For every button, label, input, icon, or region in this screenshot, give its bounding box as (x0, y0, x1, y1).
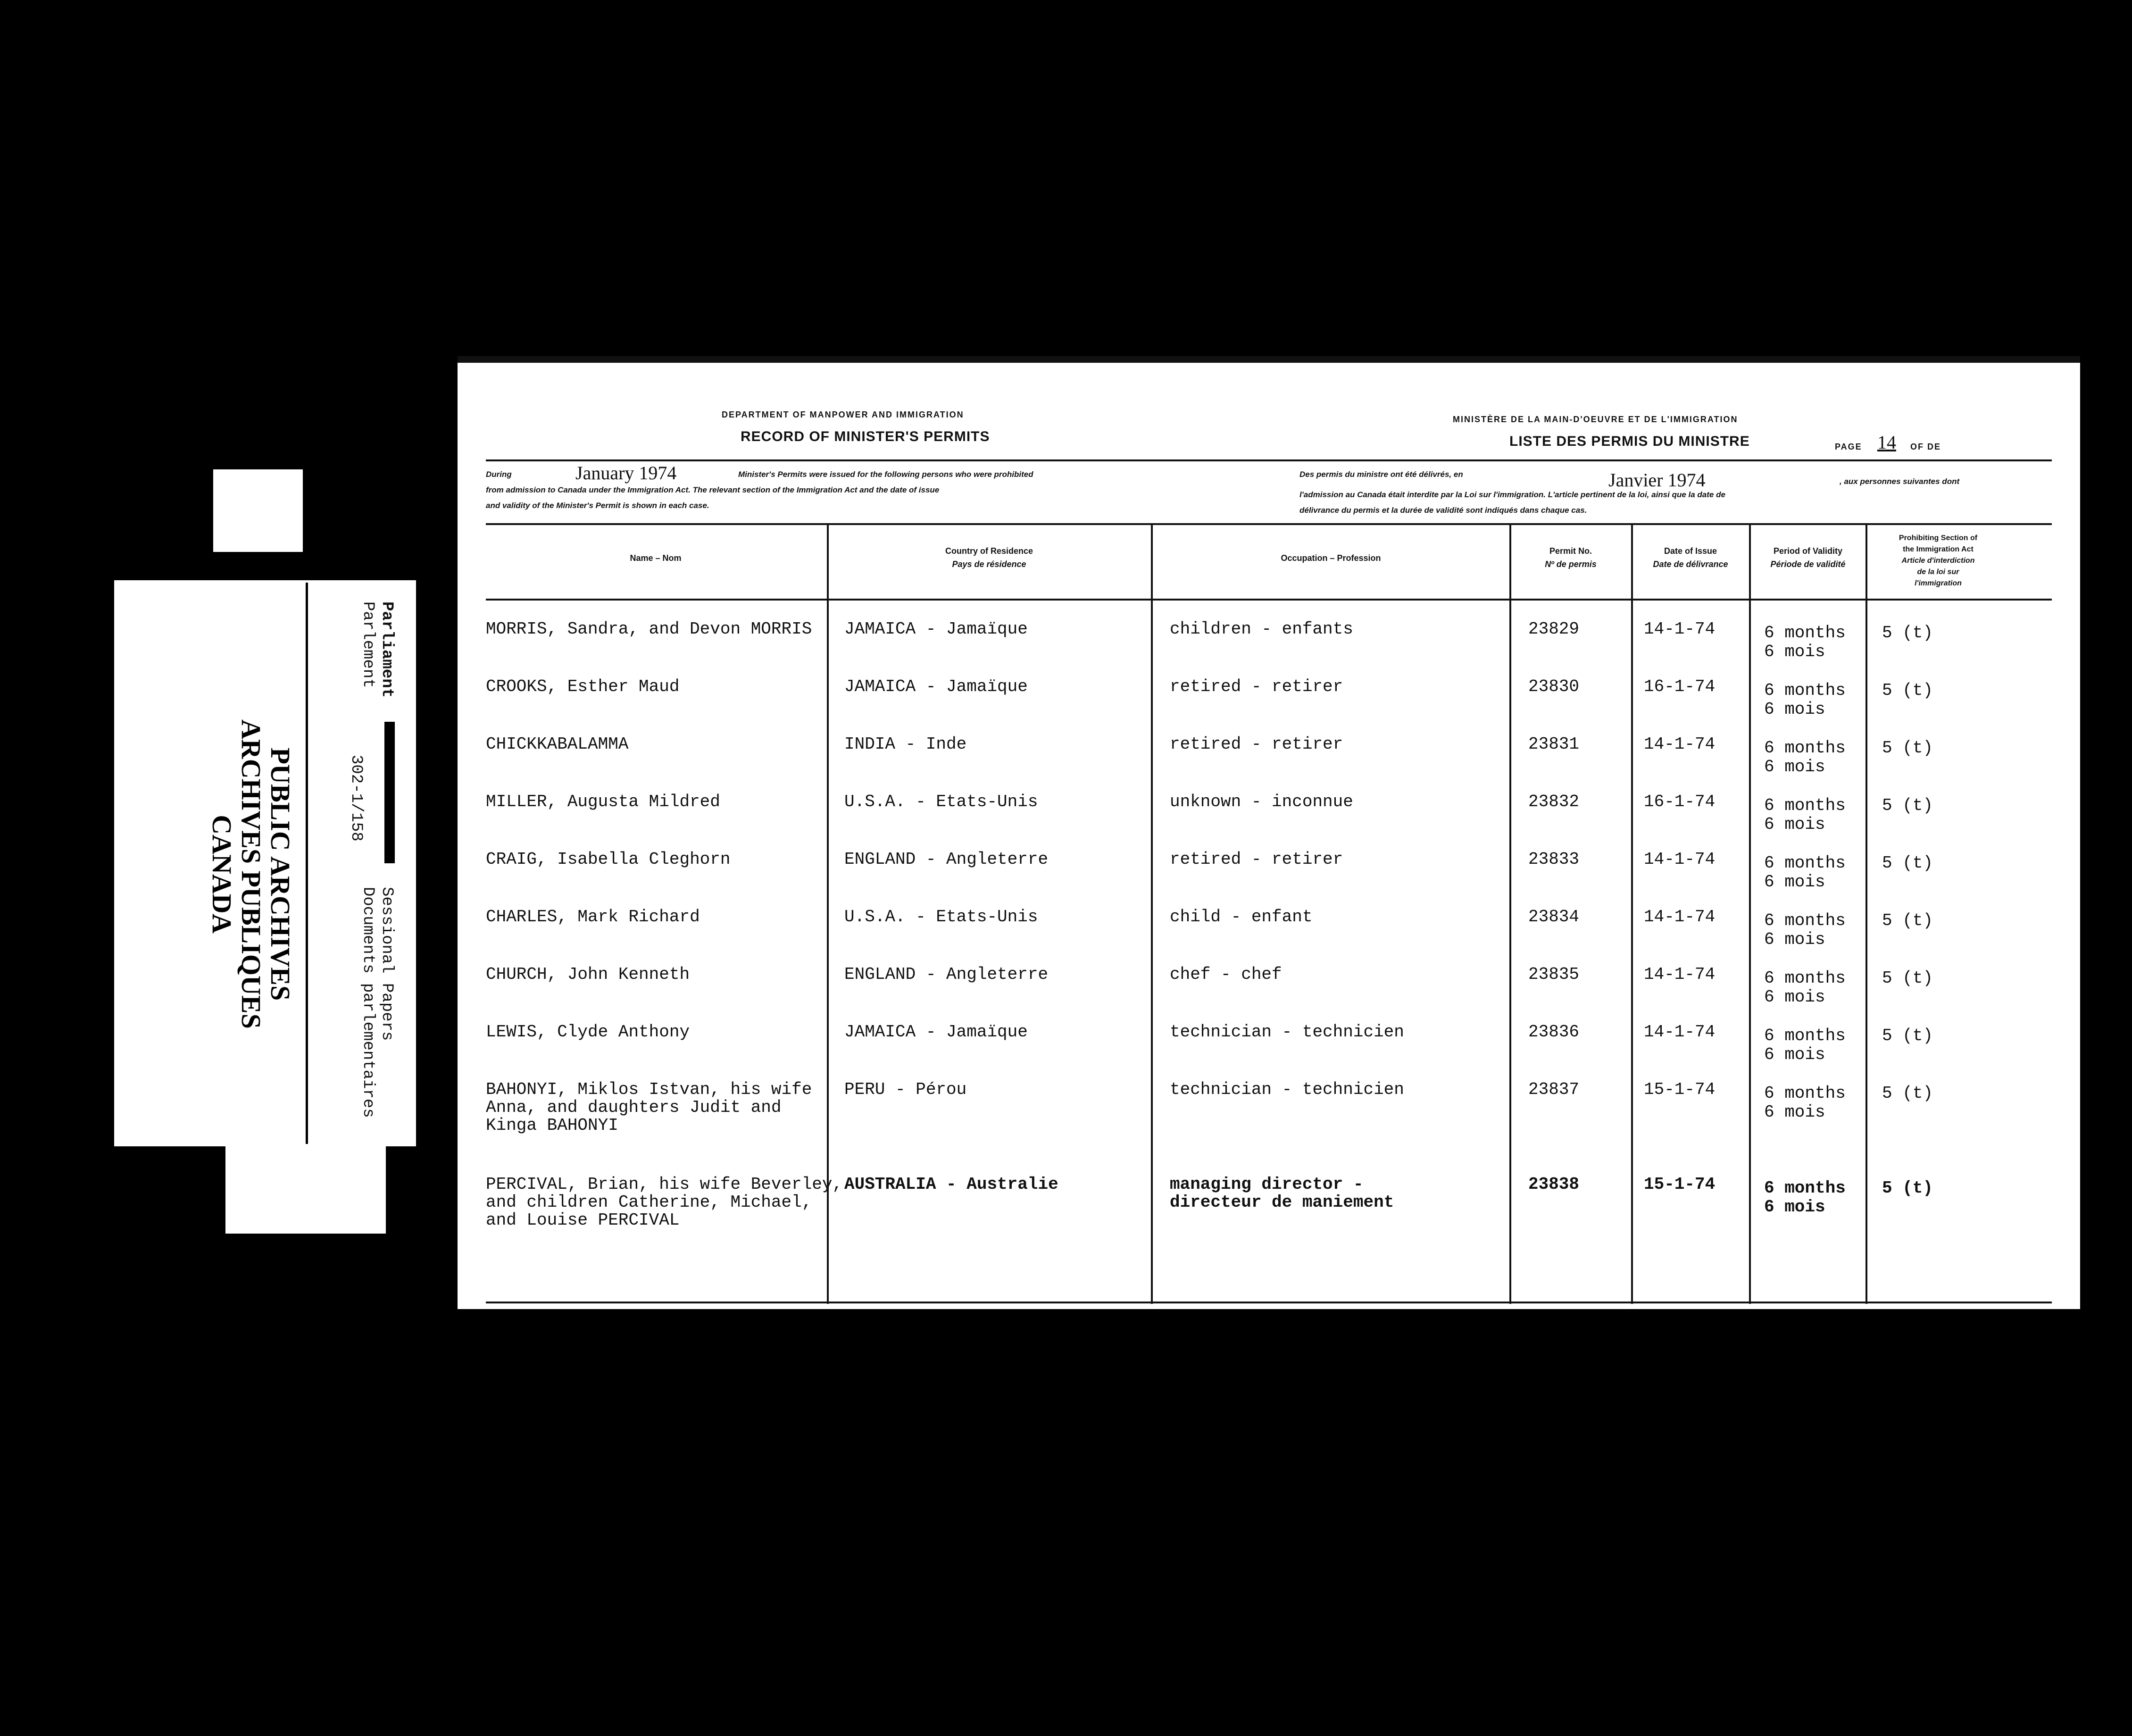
cell-occupation: chef - chef (1170, 965, 1282, 984)
cell-country: JAMAICA - Jamaïque (844, 677, 1028, 696)
cell-country: JAMAICA - Jamaïque (844, 1022, 1028, 1042)
intro-fr-line-2: l'admission au Canada était interdite par la Loi sur l'immigration. L'article pertinent de la loi, ainsi que la date de (1299, 490, 1725, 499)
cell-validity-fr: 6 mois (1764, 930, 1825, 949)
cell-country: JAMAICA - Jamaïque (844, 619, 1028, 639)
cell-name: PERCIVAL, Brian, his wife Beverley, (486, 1175, 843, 1194)
cell-validity-fr: 6 mois (1764, 815, 1825, 834)
cell-name: CHICKKABALAMMA (486, 734, 629, 754)
cell-permit: 23833 (1528, 850, 1580, 869)
cell-name: LEWIS, Clyde Anthony (486, 1022, 690, 1042)
cell-validity-fr: 6 mois (1764, 757, 1825, 776)
cell-occupation: retired - retirer (1170, 850, 1343, 869)
cell-section: 5 (t) (1882, 1084, 1933, 1103)
column-header-section-fr-1: Article d'interdiction (1901, 557, 1975, 565)
column-header-validity-en: Period of Validity (1773, 546, 1843, 556)
cell-permit: 23829 (1528, 619, 1580, 639)
cell-validity-en: 6 months (1764, 1178, 1846, 1198)
cell-validity-fr: 6 mois (1764, 1102, 1825, 1122)
column-header-permit-en: Permit No. (1549, 546, 1592, 556)
cell-occupation: children - enfants (1170, 619, 1353, 639)
sessional-label (358, 887, 396, 1118)
cell-validity-en: 6 months (1764, 1026, 1846, 1045)
page-number: 14 (1877, 432, 1896, 453)
cell-country: ENGLAND - Angleterre (844, 965, 1049, 984)
cell-permit: 23838 (1528, 1175, 1580, 1194)
cell-permit: 23830 (1528, 677, 1580, 696)
cell-name: Kinga BAHONYI (486, 1116, 618, 1135)
permit-record-sheet (458, 356, 2080, 1309)
cell-date: 14-1-74 (1644, 1022, 1716, 1042)
cell-occupation: retired - retirer (1170, 677, 1343, 696)
flag-divider (306, 583, 308, 1144)
cell-validity-en: 6 months (1764, 968, 1846, 988)
column-header-section-fr-2: de la loi sur (1917, 568, 1959, 576)
intro-fr-line-1: Des permis du ministre ont été délivrés, en (1299, 470, 1463, 479)
title-en: RECORD OF MINISTER'S PERMITS (741, 429, 990, 444)
cell-validity-en: 6 months (1764, 911, 1846, 930)
column-header-validity (1751, 544, 1865, 571)
cell-date: 15-1-74 (1644, 1080, 1716, 1099)
cell-validity-en: 6 months (1764, 623, 1846, 643)
cell-permit: 23837 (1528, 1080, 1580, 1099)
page-label: PAGE (1835, 442, 1862, 451)
cell-occupation: child - enfant (1170, 907, 1313, 926)
department-en: DEPARTMENT OF MANPOWER AND IMMIGRATION (722, 410, 964, 419)
cell-section: 5 (t) (1882, 796, 1933, 815)
cell-occupation: directeur de maniement (1170, 1193, 1394, 1212)
flag-notch (384, 722, 395, 863)
column-header-section-en-2: the Immigration Act (1903, 545, 1974, 553)
department-fr: MINISTÈRE DE LA MAIN-D'OEUVRE ET DE L'IMMIGRATION (1453, 415, 1738, 424)
during-label: During (486, 470, 512, 479)
cell-name: and children Catherine, Michael, (486, 1193, 812, 1212)
cell-country: U.S.A. - Etats-Unis (844, 907, 1038, 926)
archive-flag-top (213, 469, 303, 552)
cell-date: 14-1-74 (1644, 619, 1716, 639)
cell-name: MORRIS, Sandra, and Devon MORRIS (486, 619, 812, 639)
column-header-name: Name – Nom (630, 553, 682, 563)
column-header-permit-fr: Nº de permis (1545, 559, 1597, 569)
month-fr: Janvier 1974 (1608, 469, 1706, 491)
cell-permit: 23834 (1528, 907, 1580, 926)
cell-occupation: unknown - inconnue (1170, 792, 1353, 811)
column-header-section (1867, 533, 2009, 589)
cell-validity-en: 6 months (1764, 853, 1846, 873)
column-header-section-en-1: Prohibiting Section of (1899, 534, 1978, 542)
intro-en-line-1: Minister's Permits were issued for the following persons who were prohibited (738, 470, 1033, 479)
table-bottom-rule (486, 1302, 2052, 1303)
column-header-country-en: Country of Residence (945, 546, 1033, 556)
column-header-date-en: Date of Issue (1664, 546, 1717, 556)
page-of: OF DE (1910, 442, 1941, 451)
intro-en-line-3: and validity of the Minister's Permit is shown in each case. (486, 501, 709, 510)
cell-permit: 23832 (1528, 792, 1580, 811)
column-header-date-fr: Date de délivrance (1653, 559, 1728, 569)
header-rule (486, 459, 2052, 461)
cell-permit: 23835 (1528, 965, 1580, 984)
cell-section: 5 (t) (1882, 1178, 1933, 1198)
parliament-fr: Parlement (359, 601, 377, 688)
cell-validity-en: 6 months (1764, 1084, 1846, 1103)
cell-date: 15-1-74 (1644, 1175, 1716, 1194)
column-divider-3 (1509, 523, 1511, 1304)
column-header-section-fr-3: l'immigration (1915, 579, 1962, 587)
cell-country: PERU - Pérou (844, 1080, 967, 1099)
cell-validity-fr: 6 mois (1764, 1045, 1825, 1064)
archives-line-1: PUBLIC ARCHIVES (265, 747, 296, 1001)
cell-name: Anna, and daughters Judit and (486, 1098, 782, 1117)
cell-validity-fr: 6 mois (1764, 987, 1825, 1007)
cell-section: 5 (t) (1882, 1026, 1933, 1045)
intro-en-line-2: from admission to Canada under the Immigration Act. The relevant section of the Immigration Act and the date of issue (486, 485, 940, 494)
column-header-occupation: Occupation – Profession (1281, 553, 1381, 563)
column-header-permit (1511, 544, 1630, 571)
cell-date: 14-1-74 (1644, 965, 1716, 984)
cell-validity-fr: 6 mois (1764, 1197, 1825, 1217)
table-header-rule (486, 599, 2052, 601)
title-fr: LISTE DES PERMIS DU MINISTRE (1509, 434, 1750, 449)
cell-date: 14-1-74 (1644, 734, 1716, 754)
month-en: January 1974 (575, 462, 677, 484)
column-header-country-fr: Pays de résidence (952, 559, 1026, 569)
cell-country: U.S.A. - Etats-Unis (844, 792, 1038, 811)
parliament-en: Parliament (378, 601, 396, 698)
cell-section: 5 (t) (1882, 623, 1933, 643)
cell-validity-en: 6 months (1764, 796, 1846, 815)
intro-fr-line-3: délivrance du permis et la durée de validité sont indiqués dans chaque cas. (1299, 506, 1587, 515)
cell-permit: 23836 (1528, 1022, 1580, 1042)
cell-country: INDIA - Inde (844, 734, 967, 754)
cell-date: 14-1-74 (1644, 907, 1716, 926)
column-header-date (1633, 544, 1748, 571)
cell-validity-fr: 6 mois (1764, 872, 1825, 892)
cell-country: ENGLAND - Angleterre (844, 850, 1049, 869)
cell-validity-en: 6 months (1764, 738, 1846, 758)
cell-section: 5 (t) (1882, 738, 1933, 758)
parliament-label (358, 601, 396, 698)
cell-validity-fr: 6 mois (1764, 700, 1825, 719)
table-top-rule (486, 523, 2052, 525)
column-header-country (829, 544, 1149, 571)
column-divider-4 (1631, 523, 1633, 1304)
cell-validity-fr: 6 mois (1764, 642, 1825, 661)
archive-flag-tab (225, 1132, 386, 1234)
cell-occupation: retired - retirer (1170, 734, 1343, 754)
cell-name: and Louise PERCIVAL (486, 1210, 680, 1230)
cell-permit: 23831 (1528, 734, 1580, 754)
cell-validity-en: 6 months (1764, 681, 1846, 700)
column-divider-5 (1749, 523, 1751, 1304)
cell-section: 5 (t) (1882, 968, 1933, 988)
archives-line-3: CANADA (207, 815, 237, 934)
cell-name: MILLER, Augusta Mildred (486, 792, 720, 811)
column-header-validity-fr: Période de validité (1770, 559, 1846, 569)
cell-country: AUSTRALIA - Australie (844, 1175, 1058, 1194)
archives-stamp (207, 719, 295, 1029)
sessional-fr: Documents parlementaires (359, 887, 377, 1118)
reference-number: 302-1/158 (347, 755, 365, 842)
cell-section: 5 (t) (1882, 681, 1933, 700)
cell-occupation: technician - technicien (1170, 1080, 1404, 1099)
sessional-en: Sessional Papers (378, 887, 396, 1041)
column-divider-2 (1151, 523, 1153, 1304)
cell-name: CRAIG, Isabella Cleghorn (486, 850, 731, 869)
cell-occupation: managing director - (1170, 1175, 1364, 1194)
cell-name: BAHONYI, Miklos Istvan, his wife (486, 1080, 812, 1099)
cell-section: 5 (t) (1882, 911, 1933, 930)
cell-section: 5 (t) (1882, 853, 1933, 873)
cell-name: CROOKS, Esther Maud (486, 677, 680, 696)
cell-date: 16-1-74 (1644, 677, 1716, 696)
intro-fr-line-1b: , aux personnes suivantes dont (1840, 477, 1960, 486)
cell-name: CHARLES, Mark Richard (486, 907, 700, 926)
cell-date: 14-1-74 (1644, 850, 1716, 869)
column-divider-6 (1866, 523, 1867, 1304)
cell-date: 16-1-74 (1644, 792, 1716, 811)
cell-name: CHURCH, John Kenneth (486, 965, 690, 984)
archives-line-2: ARCHIVES PUBLIQUES (236, 719, 266, 1029)
cell-occupation: technician - technicien (1170, 1022, 1404, 1042)
